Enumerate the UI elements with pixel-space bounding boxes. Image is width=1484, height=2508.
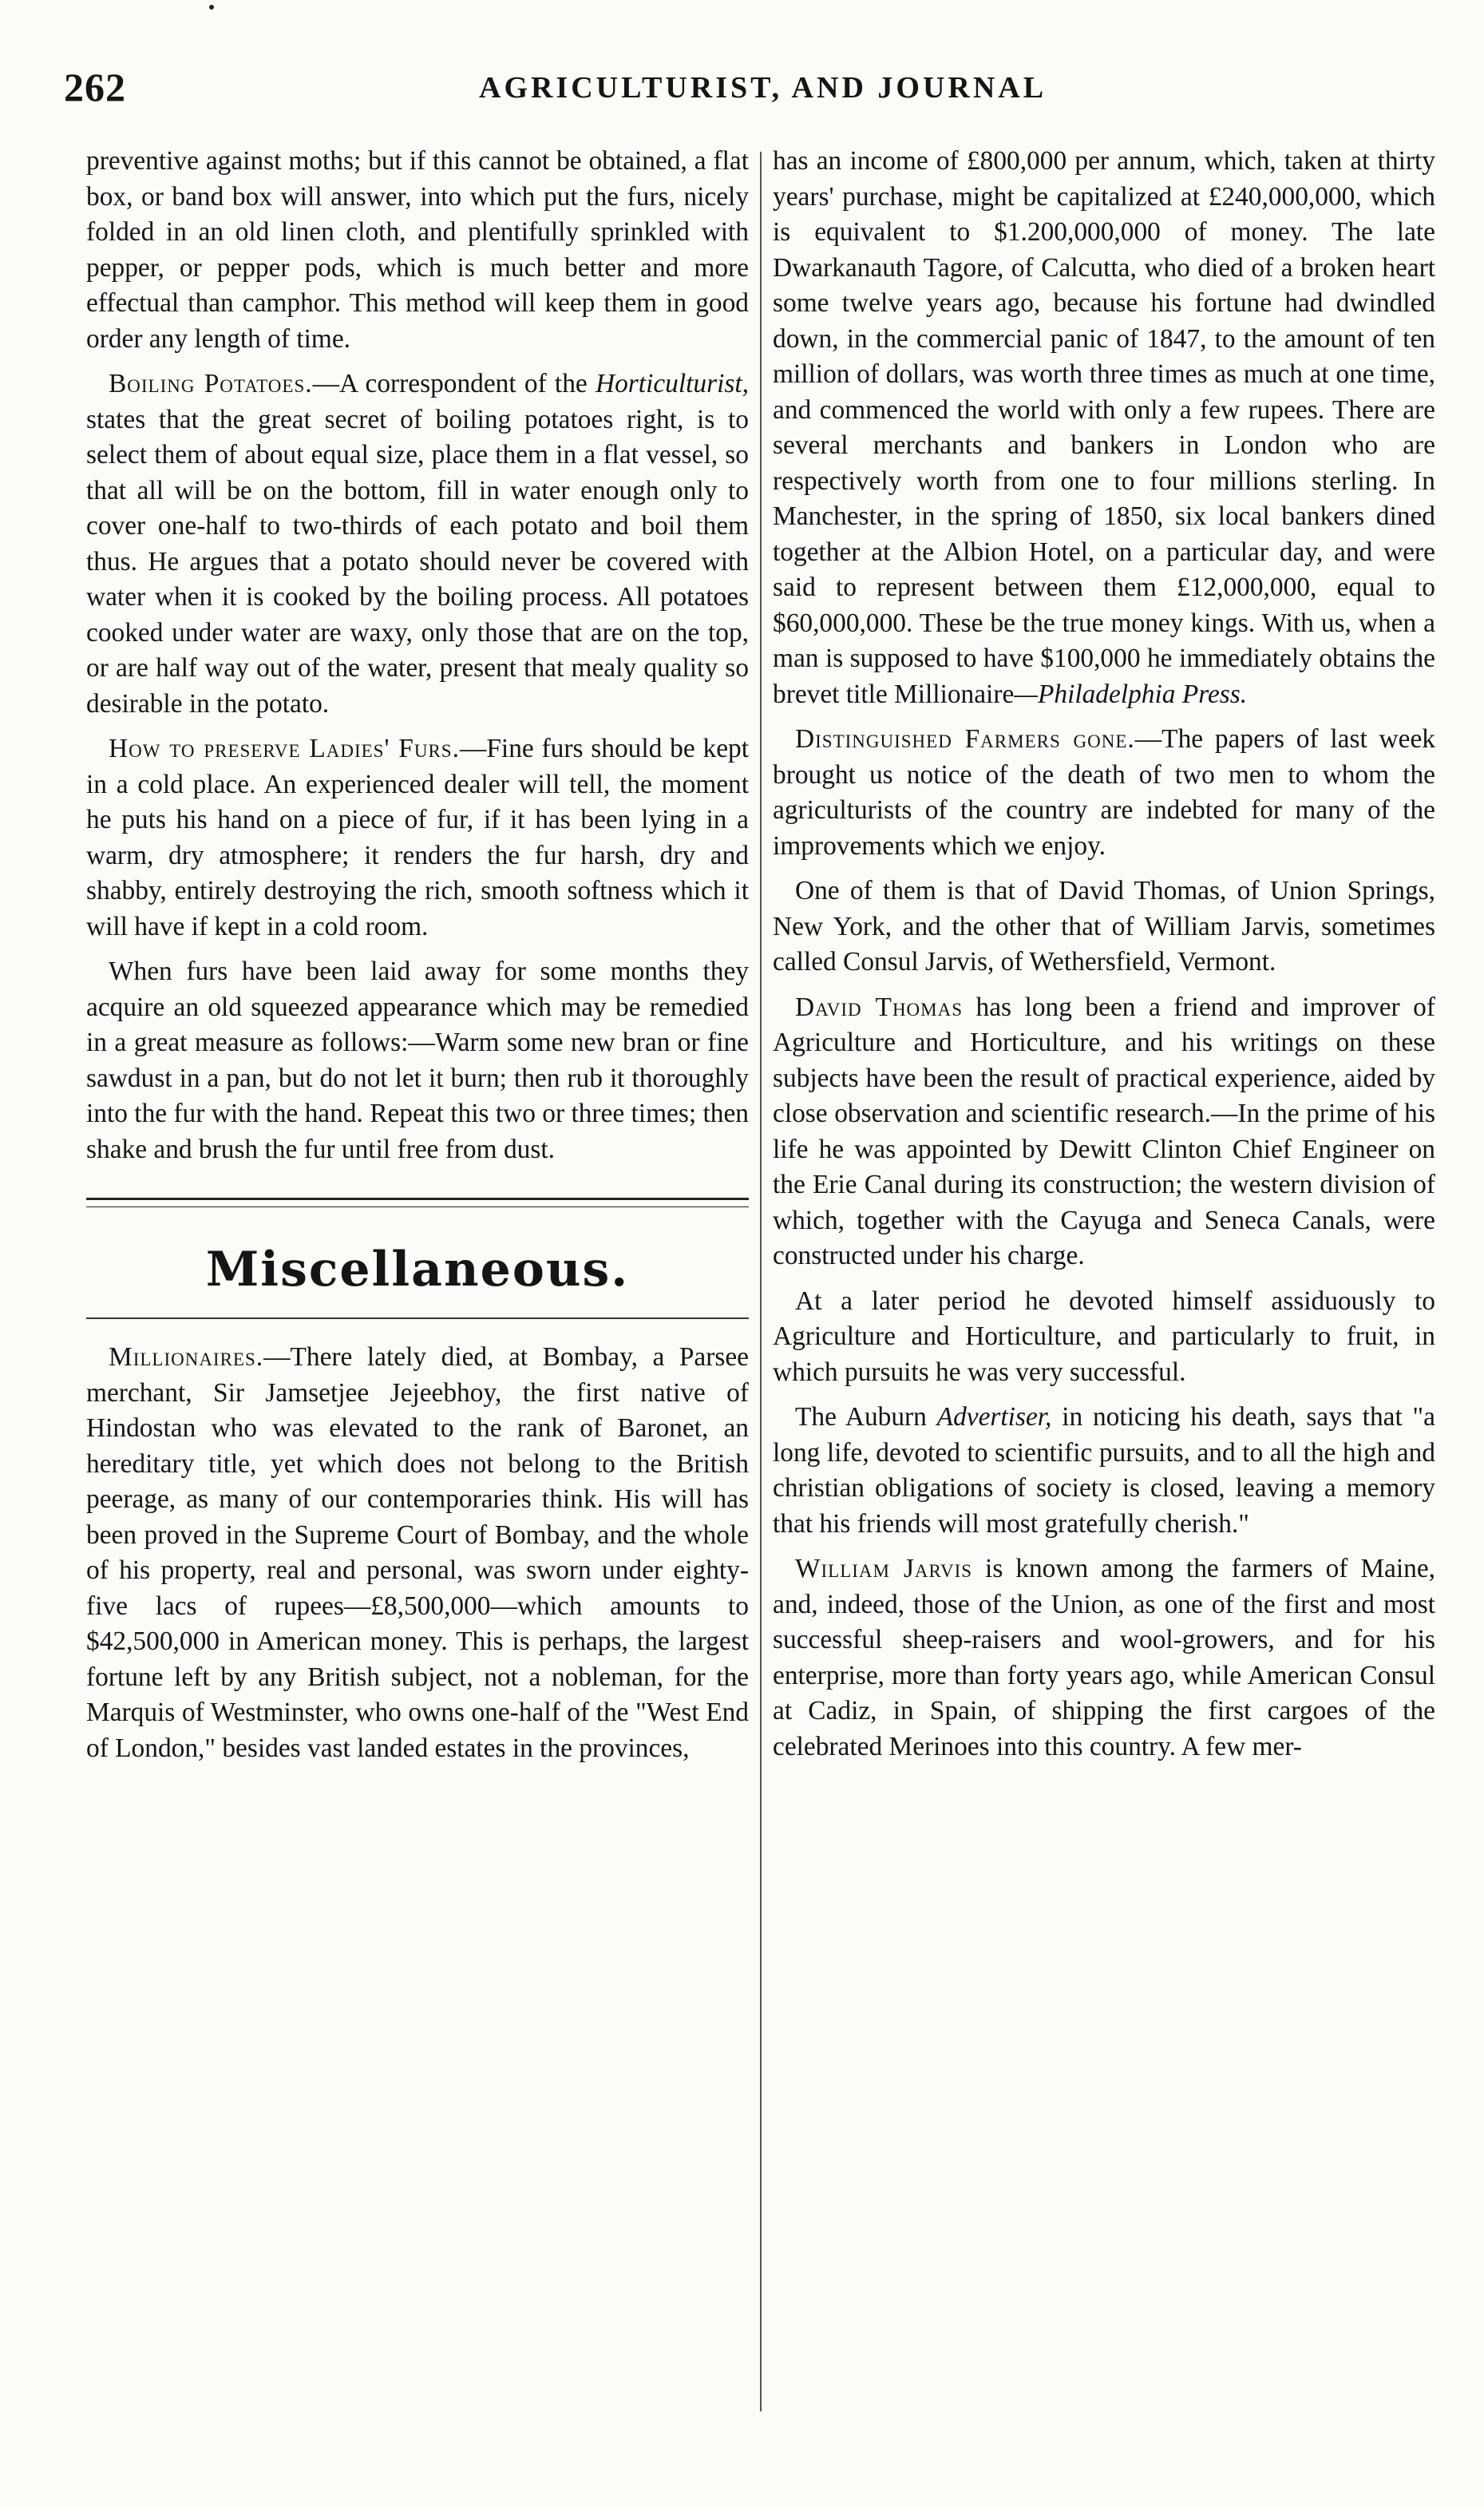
paragraph-auburn-advertiser: The Auburn Advertiser, in noticing his death, says that "a long life, devoted to scientific pursuits, and to all the high and christian obligations of society is closed, leaving a memory that his friends will most gratefully cherish." xyxy=(773,1402,1435,1539)
paragraph-two-men: One of them is that of David Thomas, of Union Springs, New York, and the other that of William Jarvis, sometimes called Consul Jarvis, of Wethersfield, Vermont. xyxy=(773,876,1435,977)
section-title: Miscellaneous. xyxy=(205,1242,630,1298)
page-number: 262 xyxy=(64,65,126,109)
section-rule xyxy=(86,1317,749,1319)
paragraph-furs-remedy: When furs have been laid away for some months they acquire an old squeezed appearance which may be remedied in a great measure as follows:—Warm some new bran or fine sawdust in a pan, but do not let it burn; then rub it thoroughly into the fur with the hand. Repeat this two or three times; then shake and brush the fur until free from dust. xyxy=(86,957,749,1164)
left-column xyxy=(86,144,749,2491)
paragraph-ladies-furs: How to preserve Ladies' Furs.—Fine furs should be kept in a cold place. An experienced dealer will tell, the moment he puts his hand on a piece of fur, if it has been lying in a warm, dry atmosphere; it renders the fur harsh, dry and shabby, entirely destroying the rich, smooth softness which it will have if kept in a cold room. xyxy=(86,734,749,941)
publication-name: Advertiser, xyxy=(936,1402,1052,1432)
paragraph-millionaires: Millionaires.—There lately died, at Bombay, a Parsee merchant, Sir Jamsetjee Jejeebhoy, the first native of Hindostan who was elevated to the rank of Baronet, an hereditary title, yet which does not belong to the British peerage, as many of our contemporaries think. His will has been proved in the Supreme Court of Bombay, and the whole of his property, real and personal, was sworn under eighty-five lacs of rupees—£8,500,000—which amounts to $42,500,000 in American money. This is perhaps, the largest fortune left by any British subject, not a nobleman, for the Marquis of Westminster, who owns one-half of the "West End of London," besides vast landed estates in the provinces, xyxy=(86,1342,749,1763)
publication-name: Horticulturist, xyxy=(595,369,749,398)
column-rule xyxy=(760,152,762,2411)
ink-dot xyxy=(209,5,214,10)
paragraph-william-jarvis: William Jarvis is known among the farmers of Maine, and, indeed, those of the Union, as one of the first and most successful sheep-raisers and wool-growers, and for his enterprise, more than forty years ago, while American Consul at Cadiz, in Spain, of shipping the first cargoes of the celebrated Merinoes into this country. A few mer- xyxy=(773,1554,1435,1761)
source-credit: —Philadelphia Press. xyxy=(1014,679,1248,709)
article-heading: How to preserve Ladies' Furs. xyxy=(109,734,460,763)
paragraph-later-period: At a later period he devoted himself assiduously to Agriculture and Horticulture, and particularly to fruit, in which pursuits he was very successful. xyxy=(773,1286,1435,1387)
paragraph-david-thomas: David Thomas has long been a friend and improver of Agriculture and Horticulture, and his writings on these subjects have been the result of practical experience, aided by close observation and scientific research.—In the prime of his life he was appointed by Dewitt Clinton Chief Engineer on the Erie Canal during its construction; the western division of which, together with the Cayuga and Seneca Canals, were constructed under his charge. xyxy=(773,992,1435,1270)
paragraph-boiling-potatoes: Boiling Potatoes.—A correspondent of the Horticulturist, states that the great secret of boiling potatoes right, is to select them of about equal size, place them in a flat vessel, so that all will be on the bottom, fill in water enough only to cover one-half to two-thirds of each potato and boil them thus. He argues that a potato should never be covered with water when it is cooked by the boiling process. All potatoes cooked under water are waxy, only those that are on the top, or are half way out of the water, present that mealy quality so desirable in the potato. xyxy=(86,369,749,719)
paragraph-millionaires-cont: has an income of £800,000 per annum, which, taken at thirty years' purchase, might be capitalized at £240,000,000, which is equivalent to $1.200,000,000 of money. The late Dwarkanauth Tagore, of Calcutta, who died of a broken heart some twelve years ago, because his fortune had dwindled down, in the commercial panic of 1847, to the amount of ten million of dollars, was worth three times as much at one time, and commenced the world with only a few rupees. There are several merchants and bankers in London who are respectively worth from one to four millions sterling. In Manchester, in the spring of 1850, six local bankers dined together at the Albion Hotel, on a particular day, and were said to represent between them £12,000,000, equal to $60,000,000. These be the true money kings. With us, when a man is supposed to have $100,000 he immediately obtains the brevet title Millionaire—Philadelphia Press. xyxy=(773,146,1435,709)
article-heading: Distinguished Farmers gone. xyxy=(795,724,1135,754)
page-header xyxy=(64,64,1445,112)
article-heading: Millionaires. xyxy=(109,1342,264,1372)
running-head: AGRICULTURIST, AND JOURNAL xyxy=(479,71,1047,105)
section-divider xyxy=(86,1198,749,1207)
paragraph-moths: preventive against moths; but if this cannot be obtained, a flat box, or band box will answer, into which put the furs, nicely folded in an old linen cloth, and plentifully sprinkled with pepper, or pepper pods, which is much better and more effectual than camphor. This method will keep them in good order any length of time. xyxy=(86,146,749,354)
article-heading: Boiling Potatoes. xyxy=(109,369,313,398)
right-column xyxy=(773,144,1435,2491)
paragraph-farmers-gone: Distinguished Farmers gone.—The papers of last week brought us notice of the death of two men to whom the agriculturists of the country are indebted for many of the improvements which we enjoy. xyxy=(773,724,1435,861)
person-name: David Thomas xyxy=(795,992,964,1022)
person-name: William Jarvis xyxy=(795,1554,973,1583)
